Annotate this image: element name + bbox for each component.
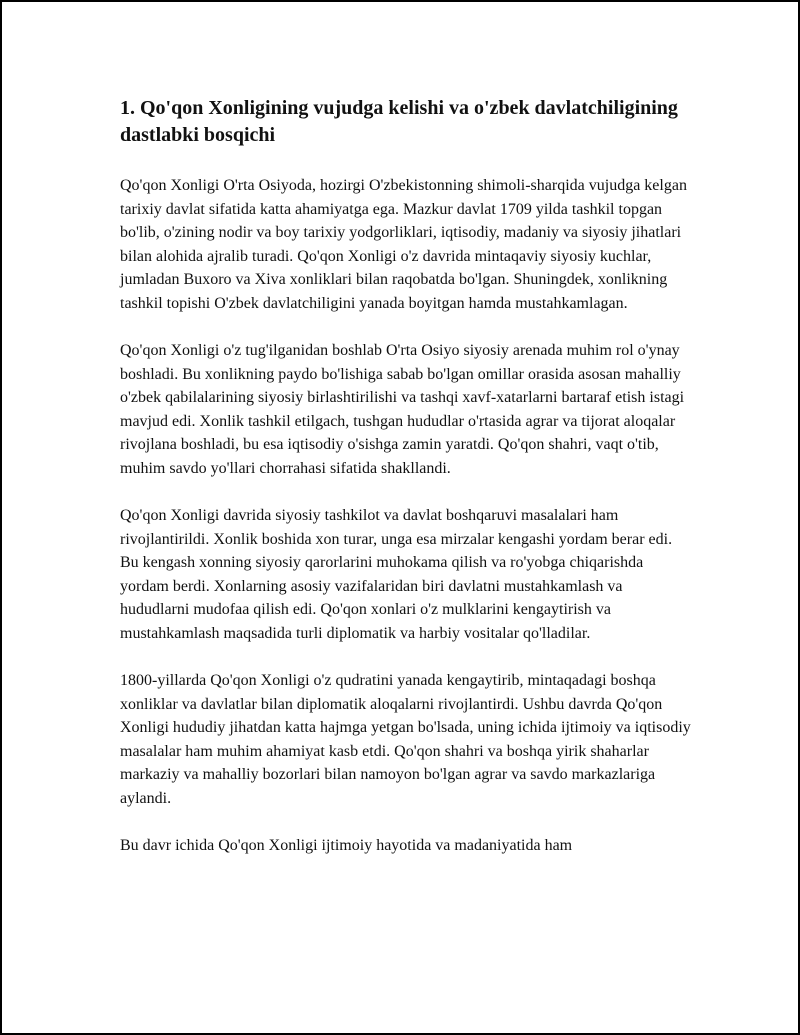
paragraph-4: 1800-yillarda Qo'qon Xonligi o'z qudratini yanada kengaytirib, mintaqadagi boshqa xonliklar va davlatlar bilan diplomatik aloqalarni rivojlantirdi. Ushbu davrda Qo'qon Xonligi hududiy jihatdan katta hajmga yetgan bo'lsada, uning ichida ijtimoiy va iqtisodiy masalalar ham muhim ahamiyat kasb etdi. Qo'qon shahri va boshqa yirik shaharlar markaziy va mahalliy bozorlari bilan namoyon bo'lgan agrar va savdo markazlariga aylandi.: [120, 672, 691, 807]
paragraph-2: Qo'qon Xonligi o'z tug'ilganidan boshlab O'rta Osiyo siyosiy arenada muhim rol o'ynay boshladi. Bu xonlikning paydo bo'lishiga sabab bo'lgan omillar orasida asosan mahalliy o'zbek qabilalarining siyosiy birlashtirilishi va tashqi xavf-xatarlarni bartaraf etish istagi mavjud edi. Xonlik tashkil etilgach, tushgan hududlar o'rtasida agrar va tijorat aloqalar rivojlana boshladi, bu esa iqtisodiy o'sishga zamin yaratdi. Qo'qon shahri, vaqt o'tib, muhim savdo yo'llari chorrahasi sifatida shakllandi.: [120, 342, 685, 477]
section-heading: 1. Qo'qon Xonligining vujudga kelishi va o'zbek davlatchiligining dastlabki bosqichi: [120, 97, 678, 146]
document-content: [120, 95, 692, 882]
paragraph-3: Qo'qon Xonligi davrida siyosiy tashkilot va davlat boshqaruvi masalalari ham rivojlantirildi. Xonlik boshida xon turar, unga esa mirzalar kengashi yordam berar edi. Bu kengash xonning siyosiy qarorlarini muhokama qilish va ro'yobga chiqarishda yordam berdi. Xonlarning asosiy vazifalaridan biri davlatni mustahkamlash va hududlarni mudofaa qilish edi. Qo'qon xonlari o'z mulklarini kengaytirish va mustahkamlash maqsadida turli diplomatik va harbiy vositalar qo'lladilar.: [120, 507, 673, 642]
paragraph-1: Qo'qon Xonligi O'rta Osiyoda, hozirgi O'zbekistonning shimoli-sharqida vujudga kelgan tarixiy davlat sifatida katta ahamiyatga ega. Mazkur davlat 1709 yilda tashkil topgan bo'lib, o'zining nodir va boy tarixiy yodgorliklari, iqtisodiy, madaniy va siyosiy jihatlari bilan alohida ajralib turadi. Qo'qon Xonligi o'z davrida mintaqaviy siyosiy kuchlar, jumladan Buxoro va Xiva xonliklari bilan raqobatda bo'lgan. Shuningdek, xonlikning tashkil topishi O'zbek davlatchiligini yanada boyitgan hamda mustahkamlagan.: [120, 177, 687, 312]
paragraph-5: Bu davr ichida Qo'qon Xonligi ijtimoiy hayotida va madaniyatida ham: [120, 837, 573, 854]
